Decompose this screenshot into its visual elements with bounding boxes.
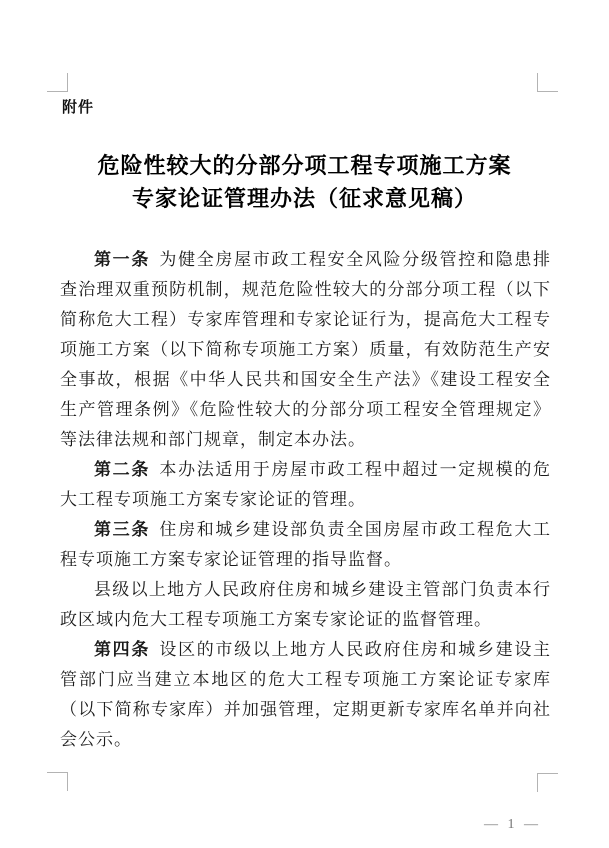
attachment-label: 附件 xyxy=(62,99,95,116)
corner-mark-bottom-left xyxy=(47,772,68,791)
document-paragraph xyxy=(60,455,551,515)
article-label: 第三条 xyxy=(94,520,151,539)
document-body xyxy=(60,245,551,755)
paragraph-text: 设区的市级以上地方人民政府住房和城乡建设主管部门应当建立本地区的危大工程专项施工方案论证专家库（以下简称专家库）并加强管理，定期更新专家库名单并向社会公示。 xyxy=(60,640,552,749)
page-number: — 1 — xyxy=(484,817,541,832)
article-label: 第四条 xyxy=(94,640,151,659)
document-paragraph xyxy=(60,245,551,455)
corner-mark-bottom-right xyxy=(537,773,558,792)
document-paragraph xyxy=(60,635,551,755)
corner-mark-top-right xyxy=(537,73,558,92)
document-paragraph xyxy=(60,515,551,575)
paragraph-text: 本办法适用于房屋市政工程中超过一定规模的危大工程专项施工方案专家论证的管理。 xyxy=(60,460,552,509)
paragraph-text: 住房和城乡建设部负责全国房屋市政工程危大工程专项施工方案专家论证管理的指导监督。 xyxy=(60,520,552,569)
article-label: 第一条 xyxy=(94,250,151,269)
paragraph-text: 为健全房屋市政工程安全风险分级管控和隐患排查治理双重预防机制，规范危险性较大的分部分项工程（以下简称危大工程）专家库管理和专家论证行为，提高危大工程专项施工方案（以下简称专项施工方案）质量，有效防范生产安全事故，根据《中华人民共和国安全生产法》《建设工程安全生产管理条例》《危险性较大的分部分项工程安全管理规定》等法律法规和部门规章，制定本办法。 xyxy=(60,250,552,449)
document-title-line-1: 危险性较大的分部分项工程专项施工方案 xyxy=(97,153,512,178)
paragraph-text: 县级以上地方人民政府住房和城乡建设主管部门负责本行政区域内危大工程专项施工方案专家论证的监督管理。 xyxy=(60,580,551,629)
corner-mark-top-left xyxy=(47,73,68,92)
article-label: 第二条 xyxy=(94,460,151,479)
document-paragraph xyxy=(60,575,551,635)
document-title xyxy=(0,149,609,215)
document-title-line-2: 专家论证管理办法（征求意见稿） xyxy=(131,186,477,211)
